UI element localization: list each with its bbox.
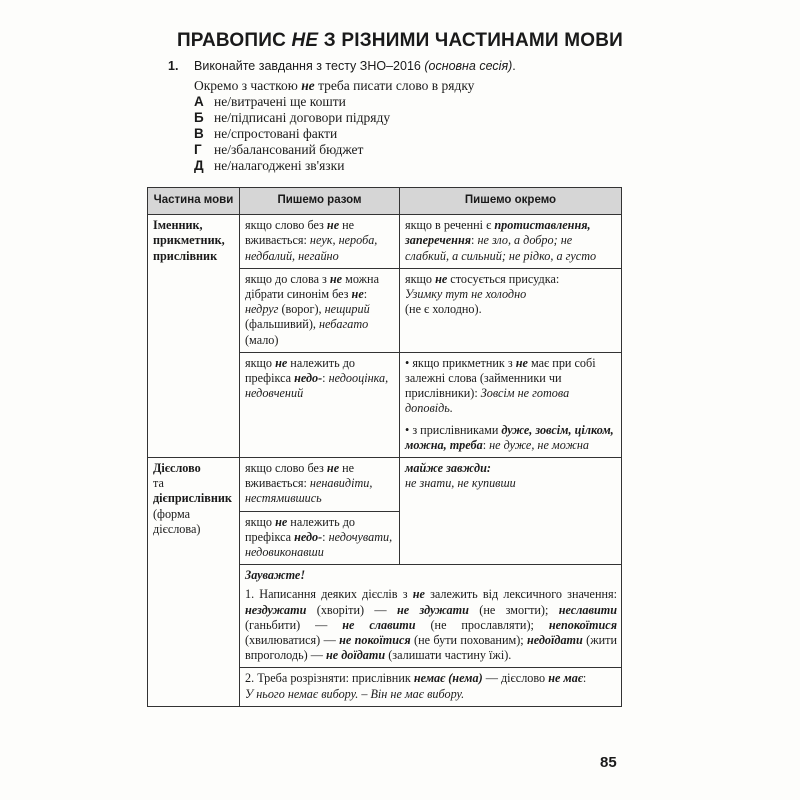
note-title: Зауважте! xyxy=(245,568,306,583)
option-d: Д не/налагоджені зв'язки xyxy=(194,158,345,173)
cell-apart: • якщо прикметник з не має при собі залежні слова (займенники чи прислівники): Зовсім не готова доповідь. • з прислівниками дуже, зовсім, цілком, можна, треба: не дуже, не можна xyxy=(400,352,622,457)
header-together: Пишемо разом xyxy=(240,188,400,215)
option-a: А не/витрачені ще кошти xyxy=(194,94,346,109)
cell-apart: якщо не стосується присудка: Узимку тут не холодно (не є холодно). xyxy=(400,268,622,352)
option-v: В не/спростовані факти xyxy=(194,126,338,141)
header-apart: Пишемо окремо xyxy=(400,188,622,215)
table-header-row xyxy=(148,188,622,215)
task-question: Окремо з часткою не треба писати слово в рядку А не/витрачені ще кошти Б не/підписані договори підряду В не/спростовані факти Г не/збалансований бюджет Д не/налагоджені зв'язки xyxy=(168,78,638,174)
cell-together: якщо до слова з не можна дібрати синонім без не: недруг (ворог), нещирий (фальшивий), небагато (мало) xyxy=(240,268,400,352)
task-block xyxy=(168,58,638,174)
note-2: 2. Треба розрізняти: прислівник немає (нема) — дієслово не має: У нього немає вибору. – Він не має вибору. xyxy=(245,671,587,701)
task-header: 1. Виконайте завдання з тесту ЗНО–2016 (основна сесія). xyxy=(168,59,516,73)
part-noun-adj-adv: Іменник, прикметник, прислівник xyxy=(148,215,240,458)
note-cell xyxy=(240,565,622,668)
cell-apart: майже завжди: не знати, не купивши xyxy=(400,458,622,565)
table-row xyxy=(148,215,622,269)
page-title: ПРАВОПИС НЕ З РІЗНИМИ ЧАСТИНАМИ МОВИ xyxy=(176,30,624,51)
cell-apart: якщо в реченні є протиставлення, заперечення: не зло, а добро; не слабкий, а сильний; не рідко, а густо xyxy=(400,215,622,269)
option-h: Г не/збалансований бюджет xyxy=(194,142,364,157)
rules-table xyxy=(147,187,622,707)
note-1: 1. Написання деяких дієслів з не залежить від лексичного значення: нездужати (хворіти) — не здужати (не змогти); неславити (ганьбити) — не славити (не прославляти); непокоїтися (хвилюватися) — не покоїтися (не бути похованим); недоїдати (жити впроголодь) — не доїдати (залишати частину їжі). xyxy=(245,587,618,663)
page-number: 85 xyxy=(600,754,617,771)
task-number: 1. xyxy=(168,59,179,73)
part-verb: Дієслово та дієприслівник (форма дієслова) xyxy=(148,458,240,707)
option-b: Б не/підписані договори підряду xyxy=(194,110,391,125)
note-cell-2 xyxy=(240,668,622,706)
cell-together: якщо не належить до префікса недо-: недооцінка, недовчений xyxy=(240,352,400,457)
table-row xyxy=(148,458,622,512)
cell-together: якщо слово без не не вживається: неук, нероба, недбалий, негайно xyxy=(240,215,400,269)
header-part: Частина мови xyxy=(148,188,240,215)
cell-together: якщо не належить до префікса недо-: недочувати, недовиконавши xyxy=(240,511,400,565)
cell-together: якщо слово без не не вживається: ненавидіти, нестямившись xyxy=(240,458,400,512)
